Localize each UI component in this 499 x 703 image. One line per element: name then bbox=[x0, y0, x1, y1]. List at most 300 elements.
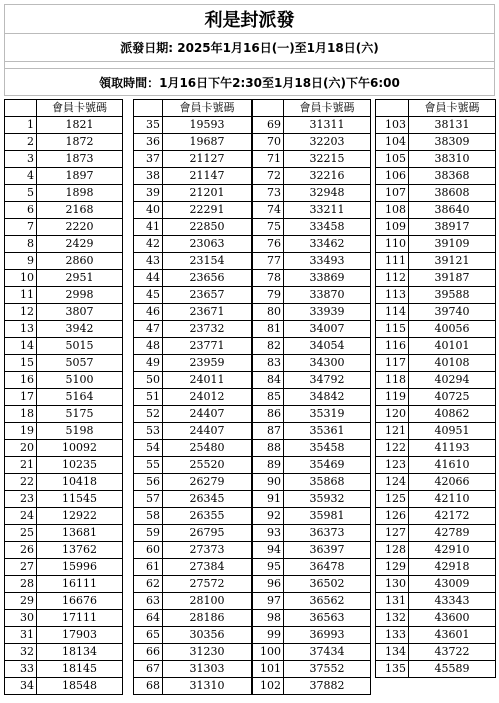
row-number: 54 bbox=[134, 440, 163, 457]
table-row bbox=[134, 457, 252, 474]
member-card-number: 22850 bbox=[163, 219, 252, 236]
row-number: 56 bbox=[134, 474, 163, 491]
column-header: 會員卡號碼 bbox=[409, 100, 496, 117]
table-row bbox=[134, 508, 252, 525]
table-row bbox=[253, 355, 371, 372]
member-card-number: 34792 bbox=[284, 372, 371, 389]
row-number: 5 bbox=[5, 185, 37, 202]
table-row bbox=[376, 610, 496, 627]
member-card-number: 39187 bbox=[409, 270, 496, 287]
table-row bbox=[5, 168, 123, 185]
member-card-number: 24011 bbox=[163, 372, 252, 389]
row-number: 24 bbox=[5, 508, 37, 525]
table-row bbox=[376, 270, 496, 287]
member-card-number: 35868 bbox=[284, 474, 371, 491]
member-card-number: 42918 bbox=[409, 559, 496, 576]
table-row bbox=[376, 559, 496, 576]
table-row bbox=[134, 372, 252, 389]
member-card-number: 16676 bbox=[37, 593, 123, 610]
table-row bbox=[376, 542, 496, 559]
member-card-number: 24012 bbox=[163, 389, 252, 406]
distribution-date-line: 派發日期: 2025年1月16日(一)至1月18日(六) bbox=[4, 34, 495, 62]
member-card-number: 1897 bbox=[37, 168, 123, 185]
table-row bbox=[376, 508, 496, 525]
row-number: 128 bbox=[376, 542, 409, 559]
row-number: 41 bbox=[134, 219, 163, 236]
member-card-number: 18548 bbox=[37, 678, 123, 695]
row-number: 114 bbox=[376, 304, 409, 321]
table-row bbox=[253, 168, 371, 185]
table-row bbox=[5, 372, 123, 389]
row-number: 20 bbox=[5, 440, 37, 457]
member-card-number: 1872 bbox=[37, 134, 123, 151]
row-number: 7 bbox=[5, 219, 37, 236]
table-row bbox=[376, 168, 496, 185]
row-number: 15 bbox=[5, 355, 37, 372]
member-card-number: 2951 bbox=[37, 270, 123, 287]
member-card-number: 2429 bbox=[37, 236, 123, 253]
row-number: 49 bbox=[134, 355, 163, 372]
row-number: 6 bbox=[5, 202, 37, 219]
table-row bbox=[376, 627, 496, 644]
row-number: 14 bbox=[5, 338, 37, 355]
table-row bbox=[134, 236, 252, 253]
table-row bbox=[253, 474, 371, 491]
member-card-number: 23732 bbox=[163, 321, 252, 338]
table-row bbox=[253, 525, 371, 542]
table-row bbox=[5, 321, 123, 338]
member-card-number: 42910 bbox=[409, 542, 496, 559]
table-row bbox=[376, 287, 496, 304]
row-number: 43 bbox=[134, 253, 163, 270]
member-card-number: 36478 bbox=[284, 559, 371, 576]
member-card-number: 1873 bbox=[37, 151, 123, 168]
row-number: 98 bbox=[253, 610, 284, 627]
row-number: 47 bbox=[134, 321, 163, 338]
table-row bbox=[376, 644, 496, 661]
table-row bbox=[134, 185, 252, 202]
member-card-number: 36397 bbox=[284, 542, 371, 559]
table-row bbox=[376, 219, 496, 236]
member-card-number: 3942 bbox=[37, 321, 123, 338]
member-card-number: 40108 bbox=[409, 355, 496, 372]
member-card-number: 32216 bbox=[284, 168, 371, 185]
member-card-number: 39588 bbox=[409, 287, 496, 304]
row-number: 133 bbox=[376, 627, 409, 644]
row-number: 70 bbox=[253, 134, 284, 151]
table-row bbox=[5, 627, 123, 644]
row-number: 112 bbox=[376, 270, 409, 287]
table-row bbox=[5, 542, 123, 559]
member-card-number: 31311 bbox=[284, 117, 371, 134]
row-number: 118 bbox=[376, 372, 409, 389]
row-number: 77 bbox=[253, 253, 284, 270]
row-number: 117 bbox=[376, 355, 409, 372]
table-row bbox=[253, 576, 371, 593]
table-row bbox=[134, 627, 252, 644]
row-number: 51 bbox=[134, 389, 163, 406]
member-card-number: 32215 bbox=[284, 151, 371, 168]
member-card-number: 37882 bbox=[284, 678, 371, 695]
member-card-number: 35361 bbox=[284, 423, 371, 440]
member-card-number: 37434 bbox=[284, 644, 371, 661]
row-number: 36 bbox=[134, 134, 163, 151]
member-card-number: 25480 bbox=[163, 440, 252, 457]
member-card-number: 34007 bbox=[284, 321, 371, 338]
table-row bbox=[253, 559, 371, 576]
member-card-number: 23671 bbox=[163, 304, 252, 321]
table-row bbox=[376, 236, 496, 253]
column-header: 會員卡號碼 bbox=[163, 100, 252, 117]
row-number: 124 bbox=[376, 474, 409, 491]
table-row bbox=[376, 593, 496, 610]
table-row bbox=[134, 117, 252, 134]
member-card-number: 34300 bbox=[284, 355, 371, 372]
table-row bbox=[5, 644, 123, 661]
row-number: 38 bbox=[134, 168, 163, 185]
table-row bbox=[134, 661, 252, 678]
table-row bbox=[376, 151, 496, 168]
column-header: 會員卡號碼 bbox=[37, 100, 123, 117]
row-number: 50 bbox=[134, 372, 163, 389]
table-row bbox=[376, 491, 496, 508]
member-card-number: 41610 bbox=[409, 457, 496, 474]
member-card-number: 5164 bbox=[37, 389, 123, 406]
table-row bbox=[253, 491, 371, 508]
row-number: 97 bbox=[253, 593, 284, 610]
member-card-number: 21147 bbox=[163, 168, 252, 185]
table-row bbox=[134, 610, 252, 627]
member-card-number: 38368 bbox=[409, 168, 496, 185]
row-number: 132 bbox=[376, 610, 409, 627]
table-row bbox=[376, 372, 496, 389]
row-number: 76 bbox=[253, 236, 284, 253]
member-card-number: 15996 bbox=[37, 559, 123, 576]
member-card-number: 28100 bbox=[163, 593, 252, 610]
table-row bbox=[5, 508, 123, 525]
row-number: 58 bbox=[134, 508, 163, 525]
member-card-number: 26795 bbox=[163, 525, 252, 542]
member-card-number: 27373 bbox=[163, 542, 252, 559]
table-row bbox=[253, 457, 371, 474]
member-card-number: 1898 bbox=[37, 185, 123, 202]
row-number: 44 bbox=[134, 270, 163, 287]
sheet-title: 利是封派發 bbox=[4, 4, 495, 34]
table-row bbox=[253, 508, 371, 525]
member-card-number: 35981 bbox=[284, 508, 371, 525]
table-row bbox=[134, 406, 252, 423]
member-card-number: 33493 bbox=[284, 253, 371, 270]
row-number: 23 bbox=[5, 491, 37, 508]
member-card-number: 2998 bbox=[37, 287, 123, 304]
table-row bbox=[5, 134, 123, 151]
table-row bbox=[5, 304, 123, 321]
member-card-number: 38640 bbox=[409, 202, 496, 219]
table-row bbox=[376, 304, 496, 321]
member-card-number: 40951 bbox=[409, 423, 496, 440]
member-card-number: 5100 bbox=[37, 372, 123, 389]
row-number: 21 bbox=[5, 457, 37, 474]
header-blank-cell bbox=[253, 100, 284, 117]
member-card-number: 43601 bbox=[409, 627, 496, 644]
row-number: 4 bbox=[5, 168, 37, 185]
member-card-number: 11545 bbox=[37, 491, 123, 508]
member-card-number: 19687 bbox=[163, 134, 252, 151]
member-card-number: 18145 bbox=[37, 661, 123, 678]
table-row bbox=[134, 202, 252, 219]
row-number: 52 bbox=[134, 406, 163, 423]
row-number: 3 bbox=[5, 151, 37, 168]
table-row bbox=[253, 678, 371, 695]
table-row bbox=[376, 406, 496, 423]
row-number: 101 bbox=[253, 661, 284, 678]
row-number: 73 bbox=[253, 185, 284, 202]
table-row bbox=[134, 389, 252, 406]
row-number: 111 bbox=[376, 253, 409, 270]
row-number: 30 bbox=[5, 610, 37, 627]
row-number: 129 bbox=[376, 559, 409, 576]
member-card-number: 33870 bbox=[284, 287, 371, 304]
member-card-number: 3807 bbox=[37, 304, 123, 321]
row-number: 103 bbox=[376, 117, 409, 134]
member-card-number: 26279 bbox=[163, 474, 252, 491]
member-card-number: 34842 bbox=[284, 389, 371, 406]
table-row bbox=[134, 559, 252, 576]
member-card-number: 23657 bbox=[163, 287, 252, 304]
table-row bbox=[253, 134, 371, 151]
member-card-number: 16111 bbox=[37, 576, 123, 593]
member-card-number: 2220 bbox=[37, 219, 123, 236]
table-block-1 bbox=[4, 99, 123, 695]
member-card-number: 32948 bbox=[284, 185, 371, 202]
member-card-number: 41193 bbox=[409, 440, 496, 457]
row-number: 66 bbox=[134, 644, 163, 661]
member-card-number: 23959 bbox=[163, 355, 252, 372]
row-number: 88 bbox=[253, 440, 284, 457]
row-number: 40 bbox=[134, 202, 163, 219]
member-card-number: 19593 bbox=[163, 117, 252, 134]
member-card-number: 36502 bbox=[284, 576, 371, 593]
table-row bbox=[5, 423, 123, 440]
member-card-number: 42172 bbox=[409, 508, 496, 525]
member-card-number: 43343 bbox=[409, 593, 496, 610]
table-row bbox=[376, 525, 496, 542]
member-card-number: 35932 bbox=[284, 491, 371, 508]
table-row bbox=[376, 117, 496, 134]
row-number: 45 bbox=[134, 287, 163, 304]
member-card-number: 42066 bbox=[409, 474, 496, 491]
member-card-number: 17111 bbox=[37, 610, 123, 627]
row-number: 62 bbox=[134, 576, 163, 593]
row-number: 19 bbox=[5, 423, 37, 440]
row-number: 80 bbox=[253, 304, 284, 321]
table-row bbox=[5, 270, 123, 287]
member-card-number: 23063 bbox=[163, 236, 252, 253]
row-number: 96 bbox=[253, 576, 284, 593]
table-row bbox=[253, 542, 371, 559]
member-card-number: 38131 bbox=[409, 117, 496, 134]
row-number: 34 bbox=[5, 678, 37, 695]
row-number: 12 bbox=[5, 304, 37, 321]
table-row bbox=[134, 321, 252, 338]
table-row bbox=[134, 287, 252, 304]
table-row bbox=[134, 253, 252, 270]
member-card-number: 27572 bbox=[163, 576, 252, 593]
row-number: 92 bbox=[253, 508, 284, 525]
row-number: 16 bbox=[5, 372, 37, 389]
member-card-number: 40862 bbox=[409, 406, 496, 423]
table-row bbox=[134, 491, 252, 508]
table-row bbox=[253, 627, 371, 644]
row-number: 131 bbox=[376, 593, 409, 610]
row-number: 84 bbox=[253, 372, 284, 389]
row-number: 104 bbox=[376, 134, 409, 151]
member-card-number: 26355 bbox=[163, 508, 252, 525]
member-card-number: 31303 bbox=[163, 661, 252, 678]
member-card-number: 10092 bbox=[37, 440, 123, 457]
member-card-number: 35458 bbox=[284, 440, 371, 457]
row-number: 53 bbox=[134, 423, 163, 440]
table-row bbox=[376, 338, 496, 355]
member-card-number: 23771 bbox=[163, 338, 252, 355]
table-row bbox=[376, 457, 496, 474]
row-number: 130 bbox=[376, 576, 409, 593]
row-number: 82 bbox=[253, 338, 284, 355]
table-row bbox=[253, 661, 371, 678]
row-number: 105 bbox=[376, 151, 409, 168]
member-card-number: 36373 bbox=[284, 525, 371, 542]
table-row bbox=[5, 474, 123, 491]
table-row bbox=[5, 202, 123, 219]
table-row bbox=[5, 678, 123, 695]
member-card-number: 23154 bbox=[163, 253, 252, 270]
table-row bbox=[253, 389, 371, 406]
member-card-number: 17903 bbox=[37, 627, 123, 644]
row-number: 74 bbox=[253, 202, 284, 219]
table-row bbox=[134, 423, 252, 440]
row-number: 72 bbox=[253, 168, 284, 185]
row-number: 122 bbox=[376, 440, 409, 457]
member-card-number: 38917 bbox=[409, 219, 496, 236]
table-row bbox=[376, 423, 496, 440]
member-card-number: 33458 bbox=[284, 219, 371, 236]
table-row bbox=[134, 678, 252, 695]
row-number: 126 bbox=[376, 508, 409, 525]
row-number: 63 bbox=[134, 593, 163, 610]
member-card-number: 38608 bbox=[409, 185, 496, 202]
table-row bbox=[134, 644, 252, 661]
table-row bbox=[134, 525, 252, 542]
member-card-number: 24407 bbox=[163, 406, 252, 423]
row-number: 13 bbox=[5, 321, 37, 338]
table-row bbox=[5, 525, 123, 542]
member-card-number: 23656 bbox=[163, 270, 252, 287]
table-row bbox=[5, 406, 123, 423]
table-row bbox=[376, 474, 496, 491]
table-row bbox=[5, 440, 123, 457]
table-row bbox=[5, 593, 123, 610]
table-row bbox=[134, 474, 252, 491]
row-number: 1 bbox=[5, 117, 37, 134]
member-card-number: 39740 bbox=[409, 304, 496, 321]
row-number: 46 bbox=[134, 304, 163, 321]
row-number: 25 bbox=[5, 525, 37, 542]
row-number: 120 bbox=[376, 406, 409, 423]
member-card-number: 5057 bbox=[37, 355, 123, 372]
member-card-number: 45589 bbox=[409, 661, 496, 678]
table-row bbox=[134, 576, 252, 593]
member-card-number: 5198 bbox=[37, 423, 123, 440]
row-number: 91 bbox=[253, 491, 284, 508]
table-row bbox=[134, 168, 252, 185]
table-row bbox=[253, 287, 371, 304]
row-number: 81 bbox=[253, 321, 284, 338]
row-number: 22 bbox=[5, 474, 37, 491]
header-blank-cell bbox=[5, 100, 37, 117]
table-row bbox=[253, 440, 371, 457]
table-row bbox=[376, 389, 496, 406]
member-card-number: 33462 bbox=[284, 236, 371, 253]
table-row bbox=[5, 287, 123, 304]
table-row bbox=[134, 151, 252, 168]
table-row bbox=[5, 661, 123, 678]
member-card-number: 40294 bbox=[409, 372, 496, 389]
member-card-number: 39109 bbox=[409, 236, 496, 253]
row-number: 55 bbox=[134, 457, 163, 474]
row-number: 85 bbox=[253, 389, 284, 406]
row-number: 65 bbox=[134, 627, 163, 644]
row-number: 109 bbox=[376, 219, 409, 236]
table-row bbox=[5, 491, 123, 508]
member-card-number: 24407 bbox=[163, 423, 252, 440]
table-row bbox=[134, 542, 252, 559]
row-number: 27 bbox=[5, 559, 37, 576]
row-number: 125 bbox=[376, 491, 409, 508]
member-card-number: 5175 bbox=[37, 406, 123, 423]
row-number: 107 bbox=[376, 185, 409, 202]
member-card-number: 22291 bbox=[163, 202, 252, 219]
table-row bbox=[5, 219, 123, 236]
row-number: 28 bbox=[5, 576, 37, 593]
table-row bbox=[253, 644, 371, 661]
table-row bbox=[253, 117, 371, 134]
table-row bbox=[134, 440, 252, 457]
table-row bbox=[253, 185, 371, 202]
table-row bbox=[134, 219, 252, 236]
column-header: 會員卡號碼 bbox=[284, 100, 371, 117]
table-row bbox=[5, 236, 123, 253]
table-block-3 bbox=[252, 99, 371, 695]
table-row bbox=[376, 661, 496, 678]
member-card-number: 40056 bbox=[409, 321, 496, 338]
row-number: 119 bbox=[376, 389, 409, 406]
table-row bbox=[5, 151, 123, 168]
row-number: 57 bbox=[134, 491, 163, 508]
table-row bbox=[376, 440, 496, 457]
table-row bbox=[253, 423, 371, 440]
member-card-number: 39121 bbox=[409, 253, 496, 270]
table-row bbox=[253, 321, 371, 338]
row-number: 106 bbox=[376, 168, 409, 185]
pickup-time-line: 領取時間：1月16日下午2:30至1月18日(六)下午6:00 bbox=[4, 68, 495, 96]
row-number: 110 bbox=[376, 236, 409, 253]
row-number: 69 bbox=[253, 117, 284, 134]
member-card-number: 10235 bbox=[37, 457, 123, 474]
row-number: 108 bbox=[376, 202, 409, 219]
table-row bbox=[376, 253, 496, 270]
row-number: 42 bbox=[134, 236, 163, 253]
row-number: 33 bbox=[5, 661, 37, 678]
